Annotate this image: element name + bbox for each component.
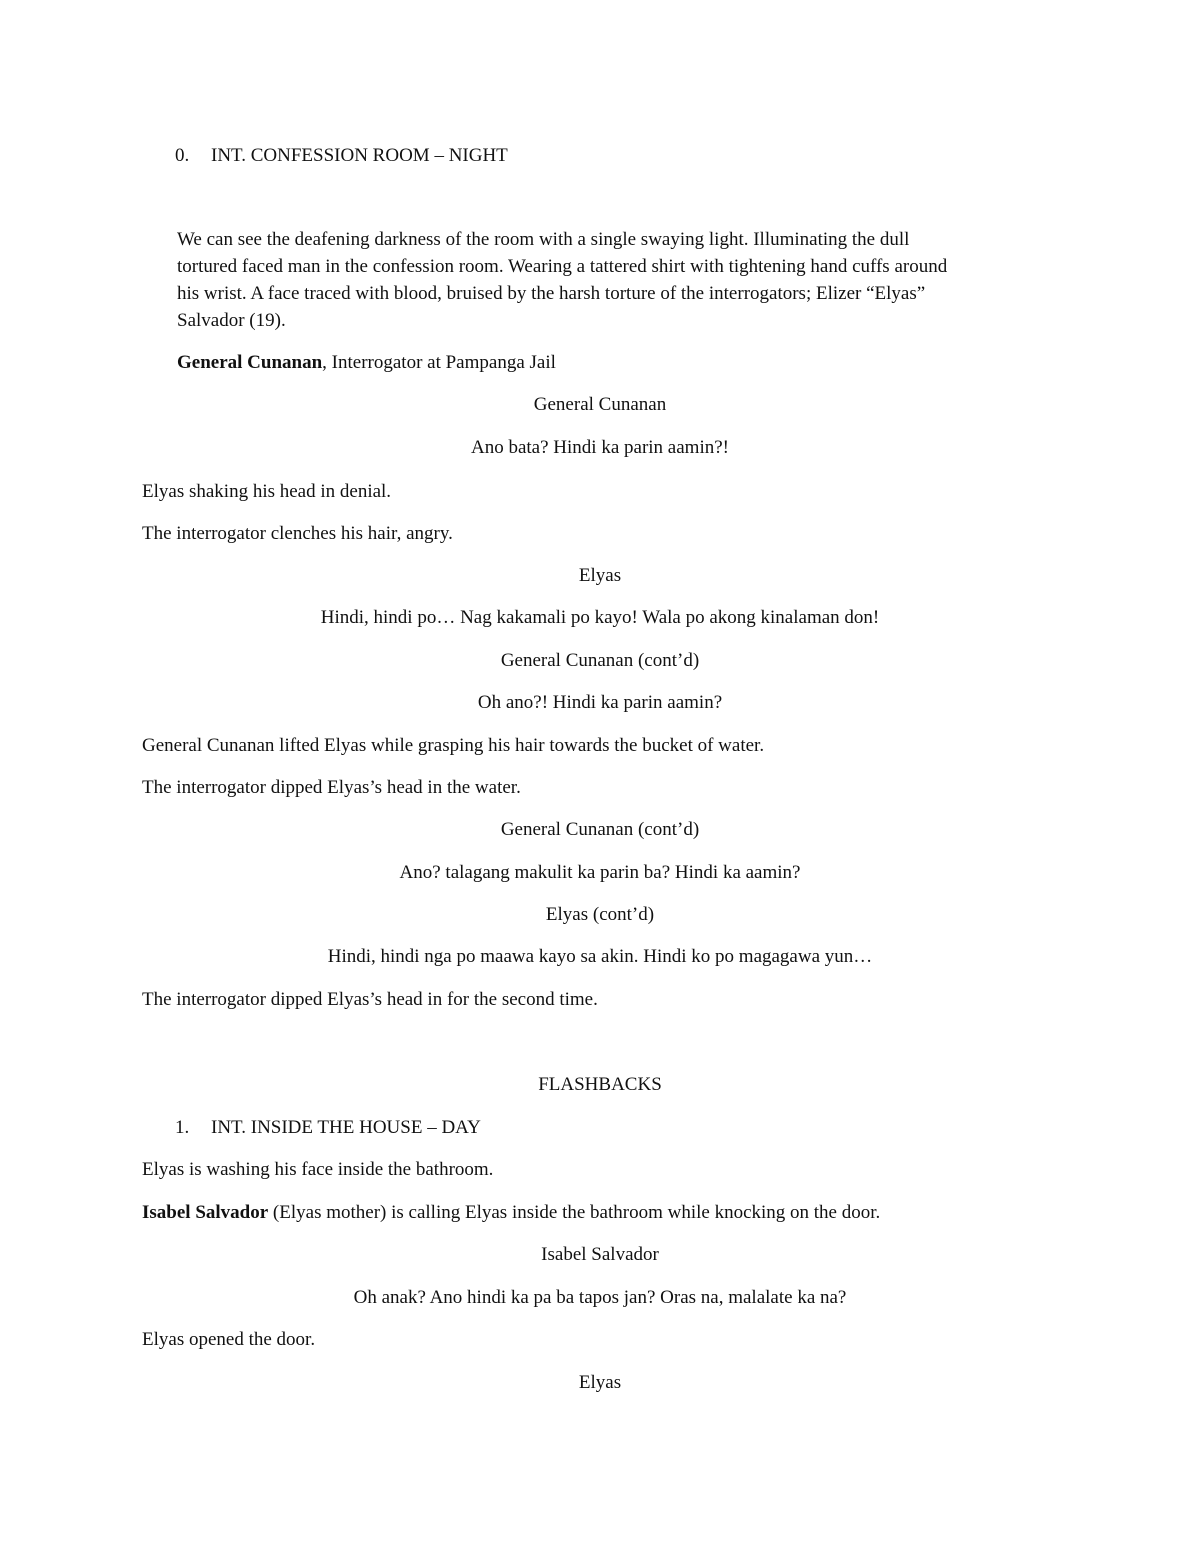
scene-number: 0. <box>175 145 190 166</box>
dialogue-speaker: General Cunanan <box>533 394 667 415</box>
scene-number: 1. <box>175 1117 190 1138</box>
character-intro <box>177 349 556 376</box>
action-line: The interrogator clenches his hair, angry. <box>142 523 453 544</box>
dialogue-speaker: General Cunanan (cont’d) <box>500 819 700 840</box>
action-line: The interrogator dipped Elyas’s head in the water. <box>142 777 521 798</box>
character-name: Isabel Salvador <box>142 1202 269 1223</box>
dialogue-speaker: Isabel Salvador <box>541 1244 659 1265</box>
action-line: General Cunanan lifted Elyas while grasping his hair towards the bucket of water. <box>142 735 765 756</box>
scene-heading: INT. CONFESSION ROOM – NIGHT <box>211 145 508 166</box>
dialogue-line: Oh ano?! Hindi ka parin aamin? <box>477 692 723 713</box>
character-description: (Elyas mother) is calling Elyas inside the bathroom while knocking on the door. <box>268 1202 881 1223</box>
section-title: FLASHBACKS <box>538 1074 662 1095</box>
description-line: We can see the deafening darkness of the room with a single swaying light. Illuminating the dull <box>177 229 910 250</box>
action-line: Elyas shaking his head in denial. <box>142 481 392 502</box>
action-line: The interrogator dipped Elyas’s head in for the second time. <box>142 989 598 1010</box>
dialogue-speaker: Elyas (cont’d) <box>545 904 655 925</box>
description-line: Salvador (19). <box>177 310 286 331</box>
dialogue-speaker: General Cunanan (cont’d) <box>500 650 700 671</box>
action-line: Elyas is washing his face inside the bathroom. <box>142 1159 494 1180</box>
dialogue-line: Ano? talagang makulit ka parin ba? Hindi ka aamin? <box>399 862 801 883</box>
description-line: tortured faced man in the confession room. Wearing a tattered shirt with tightening hand cuffs around <box>177 256 948 277</box>
dialogue-line: Ano bata? Hindi ka parin aamin?! <box>471 437 729 458</box>
character-description: , Interrogator at Pampanga Jail <box>322 352 556 373</box>
action-line: Elyas opened the door. <box>142 1329 316 1350</box>
scene-heading: INT. INSIDE THE HOUSE – DAY <box>211 1117 481 1138</box>
dialogue-line: Hindi, hindi nga po maawa kayo sa akin. Hindi ko po magagawa yun… <box>327 946 873 967</box>
description-line: his wrist. A face traced with blood, bruised by the harsh torture of the interrogators; Elizer “Elyas” <box>177 283 926 304</box>
dialogue-speaker: Elyas <box>578 565 622 586</box>
character-name: General Cunanan <box>177 352 323 373</box>
dialogue-line: Oh anak? Ano hindi ka pa ba tapos jan? Oras na, malalate ka na? <box>353 1287 847 1308</box>
dialogue-line: Hindi, hindi po… Nag kakamali po kayo! Wala po akong kinalaman don! <box>320 607 880 628</box>
dialogue-speaker: Elyas <box>578 1372 622 1393</box>
character-intro <box>142 1199 880 1226</box>
